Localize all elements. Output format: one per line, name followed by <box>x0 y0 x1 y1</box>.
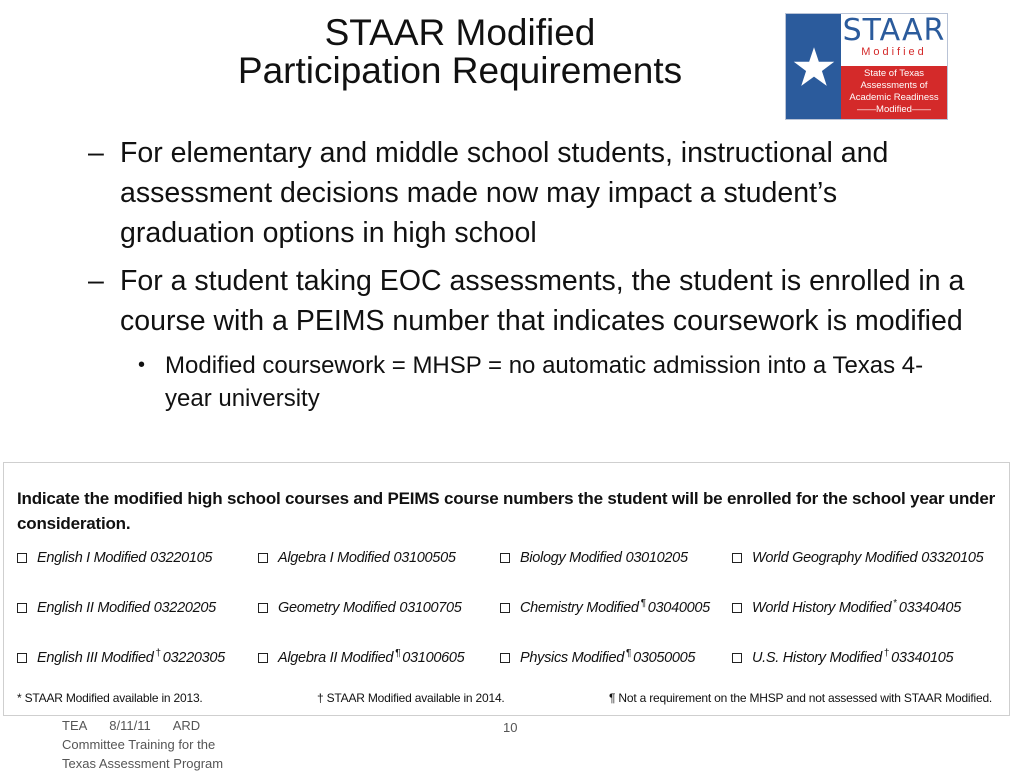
course-name: English I Modified <box>37 550 147 566</box>
bullet-item <box>88 133 988 253</box>
course-name: Algebra II Modified <box>278 650 394 666</box>
course-code: 03050005 <box>633 650 696 666</box>
checkbox-icon <box>732 603 742 613</box>
dash-marker: – <box>88 265 104 297</box>
course-code: 03100705 <box>399 600 462 616</box>
checkbox-icon <box>17 653 27 663</box>
footnote-mark: † <box>883 647 890 659</box>
course-code: 03220305 <box>162 650 225 666</box>
footnote-mark: † <box>155 647 161 659</box>
footer-org: TEA <box>62 718 88 733</box>
footnote-mark: ¶ <box>626 647 632 659</box>
course-code: 03100505 <box>393 550 456 566</box>
course-name: World History Modified <box>752 600 892 616</box>
course-name: Geometry Modified <box>278 600 396 616</box>
checkbox-icon <box>732 553 742 563</box>
course-code: 03340405 <box>898 600 961 616</box>
bullet-item <box>88 261 988 341</box>
logo-wordmark <box>841 14 947 66</box>
logo-line: Academic Readiness <box>849 92 939 103</box>
logo-line: Assessments of <box>860 80 928 91</box>
course-option <box>258 647 500 669</box>
course-option <box>17 547 258 569</box>
course-row <box>17 597 992 647</box>
checkbox-icon <box>17 553 27 563</box>
course-name: Algebra I Modified <box>278 550 390 566</box>
checkbox-icon <box>500 653 510 663</box>
page-number: 10 <box>503 720 518 735</box>
course-row <box>17 647 992 697</box>
course-code: 03340105 <box>891 650 954 666</box>
logo-brand: STAAR <box>842 13 946 48</box>
star-icon <box>792 45 836 89</box>
dash-marker: – <box>88 137 104 169</box>
dot-marker: • <box>138 354 146 376</box>
note-not-required: ¶ Not a requirement on the MHSP and not assessed with STAAR Modified. <box>609 691 993 705</box>
course-option <box>17 597 258 619</box>
footer-info <box>62 716 262 773</box>
course-code: 03220105 <box>150 550 213 566</box>
logo-text-panel <box>841 14 947 119</box>
footer-event: ARD <box>172 718 201 733</box>
course-option <box>732 597 992 619</box>
course-name: English II Modified <box>37 600 150 616</box>
checkbox-icon <box>17 603 27 613</box>
logo-line: ——Modified—— <box>857 104 931 115</box>
course-name: Chemistry Modified <box>520 600 639 616</box>
note-2013: * STAAR Modified available in 2013. <box>17 691 203 705</box>
bullet-list <box>88 133 988 415</box>
staar-modified-logo <box>785 13 948 120</box>
form-heading: Indicate the modified high school courses and PEIMS course numbers the student will be enrolled for the school year under consideration. <box>17 489 996 533</box>
slide-title <box>160 14 760 90</box>
footnote-mark: * <box>893 597 897 609</box>
logo-tagline <box>841 66 947 119</box>
logo-sub: Modified <box>861 46 927 58</box>
footnote-mark: ¶ <box>395 647 401 659</box>
title-line-1: STAAR Modified <box>324 12 596 53</box>
course-name: World Geography Modified <box>752 550 918 566</box>
footer-line <box>62 716 262 735</box>
course-selection-form <box>3 462 1010 716</box>
course-code: 03010205 <box>625 550 688 566</box>
checkbox-icon <box>500 603 510 613</box>
course-name: U.S. History Modified <box>752 650 882 666</box>
note-2014: † STAAR Modified available in 2014. <box>317 691 505 705</box>
course-row <box>17 547 992 597</box>
course-name: Biology Modified <box>520 550 622 566</box>
logo-line: State of Texas <box>863 68 925 79</box>
footnote-mark: ¶ <box>640 597 646 609</box>
course-option <box>258 597 500 619</box>
course-option <box>732 547 992 569</box>
checkbox-icon <box>732 653 742 663</box>
footer-event-line-3: Texas Assessment Program <box>62 756 224 771</box>
checkbox-icon <box>258 653 268 663</box>
course-option <box>500 597 732 619</box>
course-name: English III Modified <box>37 650 154 666</box>
footer-date: 8/11/11 <box>109 718 151 733</box>
course-option <box>732 647 992 669</box>
bullet-text: For a student taking EOC assessments, the student is enrolled in a course with a PEIMS number that indicates coursework is modified <box>120 265 965 337</box>
title-line-2: Participation Requirements <box>237 50 683 91</box>
bullet-text: For elementary and middle school students, instructional and assessment decisions made now may impact a student’s graduation options in high school <box>120 137 889 249</box>
form-notes <box>17 691 1002 709</box>
checkbox-icon <box>500 553 510 563</box>
course-code: 03040005 <box>647 600 710 616</box>
footer-event-line-2: Committee Training for the <box>62 737 216 752</box>
course-name: Physics Modified <box>520 650 624 666</box>
logo-flag-panel <box>786 14 841 119</box>
course-code: 03220205 <box>153 600 216 616</box>
checkbox-icon <box>258 553 268 563</box>
course-option <box>258 547 500 569</box>
course-option <box>17 647 258 669</box>
checkbox-icon <box>258 603 268 613</box>
course-code: 03320105 <box>921 550 984 566</box>
course-grid <box>17 547 992 697</box>
course-option <box>500 547 732 569</box>
sub-bullet-item <box>138 349 988 415</box>
course-option <box>500 647 732 669</box>
course-code: 03100605 <box>402 650 465 666</box>
sub-bullet-text: Modified coursework = MHSP = no automatic admission into a Texas 4-year university <box>165 352 924 412</box>
